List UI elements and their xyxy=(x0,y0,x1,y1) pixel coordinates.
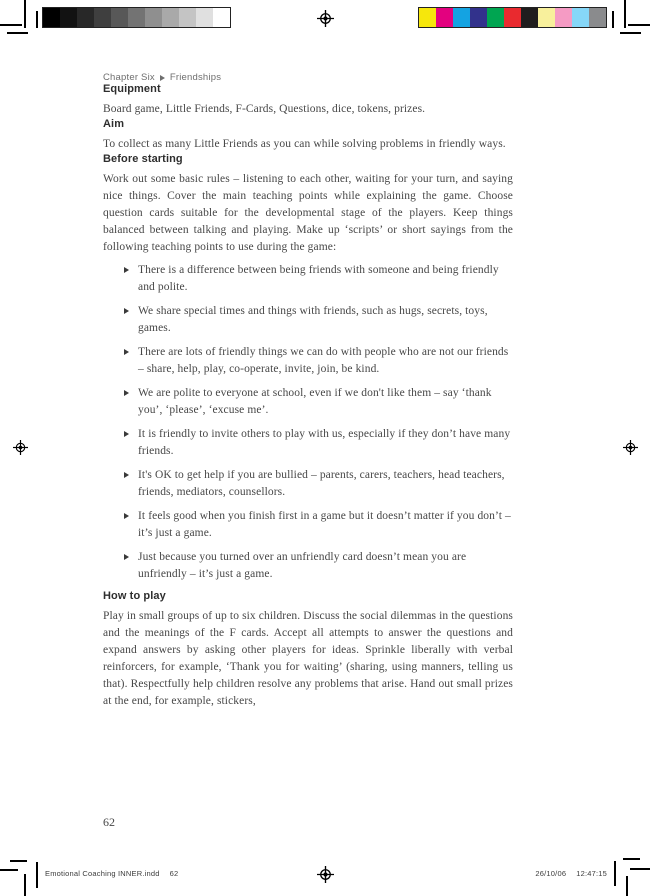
color-swatch xyxy=(487,8,504,27)
footer-file-name: Emotional Coaching INNER.indd xyxy=(45,869,160,878)
registration-mark-right xyxy=(623,440,638,455)
crop-mark xyxy=(10,860,27,862)
paragraph-aim: To collect as many Little Friends as you can while solving problems in friendly ways. xyxy=(103,138,506,150)
crop-mark xyxy=(623,858,640,860)
bullet-triangle-icon xyxy=(124,513,129,519)
footer-file-page: 62 xyxy=(169,869,179,878)
bullet-triangle-icon xyxy=(124,554,129,560)
heading-equipment: Equipment xyxy=(103,83,161,95)
color-swatch xyxy=(470,8,487,27)
footer-file-info xyxy=(45,869,178,878)
crop-mark xyxy=(624,0,626,28)
list-item xyxy=(103,303,513,337)
crop-mark xyxy=(24,874,26,896)
list-item xyxy=(103,262,513,296)
bullet-triangle-icon xyxy=(124,267,129,273)
color-swatch xyxy=(521,8,538,27)
paragraph-equipment: Board game, Little Friends, F-Cards, Questions, dice, tokens, prizes. xyxy=(103,103,426,115)
color-swatch xyxy=(504,8,521,27)
list-item xyxy=(103,344,513,378)
page-body xyxy=(103,72,513,710)
registration-mark-top xyxy=(317,10,334,27)
list-item xyxy=(103,385,513,419)
crop-mark xyxy=(630,868,650,870)
color-swatch xyxy=(60,8,77,27)
crop-mark xyxy=(612,11,614,28)
color-swatch xyxy=(555,8,572,27)
crop-mark xyxy=(36,862,38,888)
color-swatch xyxy=(436,8,453,27)
footer-timestamp xyxy=(535,869,607,878)
crop-mark xyxy=(614,861,616,886)
list-item-text: There are lots of friendly things we can do with people who are not our friends – share, help, play, co-operate, invite, join, be kind. xyxy=(138,346,509,375)
paragraph-how-to-play: Play in small groups of up to six children. Discuss the social dilemmas in the questions and the meanings of the F cards. Accept all attempts to answer the questions and expand answers by asking other players for ideas. Sprinkle liberally with verbal reinforcers, for example, ‘Thank you for waiting’ (sharing, using manners, telling us that). Respectfully help children resolve any problems that arise. Hand out small prizes at the end, for example, stickers, xyxy=(103,610,513,707)
list-item-text: It feels good when you finish first in a game but it doesn’t matter if you don’t – it’s just a game. xyxy=(138,510,511,539)
crop-mark xyxy=(0,24,22,26)
color-swatch xyxy=(538,8,555,27)
color-swatch xyxy=(179,8,196,27)
registration-mark-bottom xyxy=(317,866,334,883)
crop-mark xyxy=(0,869,18,871)
list-item-text: It is friendly to invite others to play with us, especially if they don’t have many friends. xyxy=(138,428,511,457)
list-item xyxy=(103,467,513,501)
crop-mark xyxy=(620,32,641,34)
bullet-triangle-icon xyxy=(124,472,129,478)
heading-before-starting: Before starting xyxy=(103,153,183,165)
list-item-text: There is a difference between being friends with someone and being friendly and polite. xyxy=(138,264,499,293)
bullet-triangle-icon xyxy=(124,390,129,396)
color-swatch xyxy=(419,8,436,27)
registration-mark-left xyxy=(13,440,28,455)
color-swatch xyxy=(213,8,230,27)
color-swatch xyxy=(77,8,94,27)
grayscale-calibration-bar xyxy=(42,7,231,28)
color-swatch xyxy=(43,8,60,27)
bullet-triangle-icon xyxy=(124,431,129,437)
breadcrumb-arrow-icon xyxy=(160,75,165,81)
footer-date: 26/10/06 xyxy=(535,869,567,878)
list-item xyxy=(103,426,513,460)
list-item xyxy=(103,508,513,542)
paragraph-before-starting: Work out some basic rules – listening to each other, waiting for your turn, and saying nice things. Cover the main teaching points while explaining the game. Choose question cards suitable for the developmental stage of the players. Keep things balanced between talking and playing. Make up ‘scripts’ or short sayings from the following teaching points to use during the game: xyxy=(103,173,513,253)
list-item xyxy=(103,549,513,583)
color-swatch xyxy=(453,8,470,27)
list-item-text: We are polite to everyone at school, even if we don't like them – say ‘thank you’, ‘please’, ‘excuse me’. xyxy=(138,387,492,416)
breadcrumb xyxy=(103,72,513,83)
page-number: 62 xyxy=(103,815,115,829)
crop-mark xyxy=(24,0,26,28)
color-swatch xyxy=(94,8,111,27)
crop-mark xyxy=(7,32,28,34)
list-item-text: It's OK to get help if you are bullied – parents, carers, teachers, head teachers, friends, mediators, counsellors. xyxy=(138,469,505,498)
color-swatch xyxy=(572,8,589,27)
list-item-text: We share special times and things with friends, such as hugs, secrets, toys, games. xyxy=(138,305,488,334)
breadcrumb-chapter: Chapter Six xyxy=(103,72,155,83)
color-swatch xyxy=(162,8,179,27)
bullet-triangle-icon xyxy=(124,349,129,355)
crop-mark xyxy=(36,11,38,28)
color-swatch xyxy=(111,8,128,27)
teaching-points-list xyxy=(103,262,513,583)
color-calibration-bar xyxy=(418,7,607,28)
heading-how-to-play: How to play xyxy=(103,590,166,602)
color-swatch xyxy=(145,8,162,27)
color-swatch xyxy=(128,8,145,27)
heading-aim: Aim xyxy=(103,118,125,130)
bullet-triangle-icon xyxy=(124,308,129,314)
color-swatch xyxy=(196,8,213,27)
list-item-text: Just because you turned over an unfriendly card doesn’t mean you are unfriendly – it’s just a game. xyxy=(138,551,467,580)
footer-time: 12:47:15 xyxy=(576,869,607,878)
crop-mark xyxy=(628,24,650,26)
breadcrumb-section: Friendships xyxy=(169,72,222,83)
crop-mark xyxy=(626,876,628,896)
color-swatch xyxy=(589,8,606,27)
